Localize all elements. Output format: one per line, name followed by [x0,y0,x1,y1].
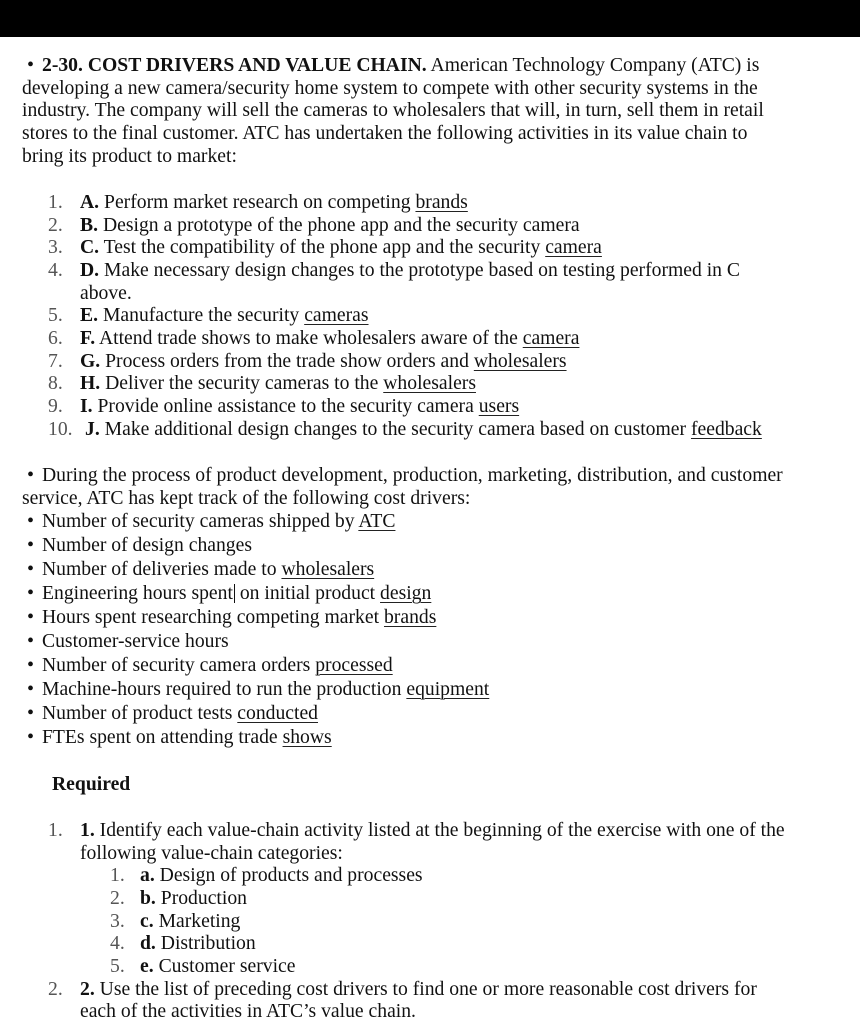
activity-letter: E. [80,304,99,327]
underlined-word: camera [522,326,580,349]
bullet: • [27,510,35,532]
activity-number: 9. [48,394,63,417]
bullet: • [27,534,35,556]
category-label: e. [140,954,154,977]
category-number: 5. [110,954,125,977]
underlined-word: cameras [304,304,369,327]
activity-item-f [80,327,579,350]
category-text: Production [160,886,247,909]
activity-text: Design a prototype of the phone app and the security camera [102,213,580,236]
underlined-word: wholesalers [473,349,567,372]
underlined-word: brands [383,606,437,628]
cost-drivers-intro-line: service, ATC has kept track of the following cost drivers: [22,486,471,509]
activity-letter: J. [85,417,100,440]
bullet: • [27,630,35,652]
category-item [140,864,423,887]
underlined-word: ATC [358,510,396,532]
required-item-1 [80,819,785,842]
cost-driver-text: FTEs spent on attending trade [42,726,278,748]
cost-driver-text: Hours spent researching competing market [42,606,380,628]
activity-text: Deliver the security cameras to the [105,372,379,395]
underlined-word: processed [315,654,393,676]
bullet: • [27,464,35,486]
activity-letter: B. [80,213,99,236]
activity-letter: G. [80,349,101,372]
cost-driver-item [42,702,318,725]
activity-letter: D. [80,258,100,281]
activity-text: Manufacture the security [102,304,300,327]
activity-number: 2. [48,213,63,236]
required-text: Use the list of preceding cost drivers to find one or more reasonable cost drivers for [99,977,757,1000]
category-number: 4. [110,932,125,955]
activity-item-i [80,395,519,418]
category-number: 3. [110,909,125,932]
activity-letter: H. [80,372,101,395]
category-text: Customer service [158,954,296,977]
problem-intro-line: developing a new camera/security home system to compete with other security systems in the [22,76,758,99]
required-number: 1. [48,819,63,841]
problem-intro-text: American Technology Company (ATC) is [430,54,760,76]
activity-text: Attend trade shows to make wholesalers aware of the [98,326,518,349]
required-number: 2. [48,977,63,1000]
activity-item-g [80,350,567,373]
underlined-word: design [380,582,432,604]
underlined-word: feedback [690,417,762,440]
activity-number: 7. [48,349,63,372]
bullet: • [27,606,35,628]
underlined-word: brands [415,191,468,213]
cost-driver-text: Number of security camera orders [42,654,311,676]
activity-number: 6. [48,326,63,349]
required-label: 1. [80,819,95,841]
category-text: Marketing [158,909,241,932]
activity-item-j [85,418,762,441]
activity-number: 3. [48,236,63,259]
cost-driver-text: Number of product tests [42,702,233,724]
activity-number: 10. [48,417,73,440]
bullet: • [27,654,35,676]
required-item-2 [80,978,757,1001]
problem-title: 2-30. COST DRIVERS AND VALUE CHAIN. [42,54,427,76]
activity-item-e [80,304,369,327]
activity-item-b [80,214,580,237]
activity-continuation: above. [80,281,132,304]
cost-driver-item [42,726,332,749]
activity-number: 4. [48,258,63,281]
category-text: Design of products and processes [159,864,423,887]
activity-letter: F. [80,326,96,349]
category-label: d. [140,932,156,955]
problem-intro-line: stores to the final customer. ATC has undertaken the following activities in its value chain to [22,122,748,145]
problem-intro-line: bring its product to market: [22,144,237,167]
underlined-word: wholesalers [281,558,375,580]
required-text: Identify each value-chain activity listed at the beginning of the exercise with one of the [99,819,785,841]
activity-letter: C. [80,236,100,259]
activity-text: Provide online assistance to the security camera [97,394,474,417]
category-item [140,932,256,955]
activity-text: Perform market research on competing [104,191,411,213]
bullet: • [27,558,35,580]
activity-text: Test the compatibility of the phone app and the security [103,236,541,259]
underlined-word: wholesalers [383,372,476,395]
cost-driver-item: Customer-service hours [42,630,229,652]
cost-driver-item [42,558,374,581]
required-text-continuation: following value-chain categories: [80,841,343,864]
activity-letter: I. [80,394,93,417]
activity-number: 1. [48,191,63,213]
cost-driver-text: Machine-hours required to run the production [42,678,402,700]
problem-intro-line: industry. The company will sell the cameras to wholesalers that will, in turn, sell them in retail [22,99,764,122]
required-label: 2. [80,977,95,1000]
category-item [140,955,295,978]
category-item [140,887,247,910]
category-number: 2. [110,886,125,909]
cost-driver-text: Engineering hours spent [42,582,233,604]
underlined-word: shows [282,726,332,748]
activity-number: 5. [48,304,63,327]
bullet: • [27,54,35,76]
activity-item-a [80,191,468,214]
text-cursor [234,584,235,603]
activity-text: Make necessary design changes to the prototype based on testing performed in C [104,258,740,281]
activity-text: Make additional design changes to the security camera based on customer [104,417,687,440]
activity-item-h [80,372,476,395]
cost-driver-item [42,606,436,629]
activity-item-c [80,236,602,259]
bullet: • [27,726,35,748]
cost-driver-item [42,678,489,701]
cost-driver-item [42,654,393,677]
cost-driver-item: Number of design changes [42,534,252,556]
activity-item-d [80,259,740,282]
category-label: c. [140,909,154,932]
activity-letter: A. [80,191,100,213]
bullet: • [27,702,35,724]
activity-text: Process orders from the trade show orders and [105,349,469,372]
category-label: a. [140,864,155,887]
cost-driver-item [42,510,395,533]
cost-driver-text: Number of security cameras shipped by [42,510,355,532]
top-black-bar [0,0,860,37]
activity-number: 8. [48,372,63,395]
category-label: b. [140,886,156,909]
cost-driver-text: Number of deliveries made to [42,558,277,580]
required-heading: Required [52,773,131,795]
bullet: • [27,678,35,700]
category-item [140,910,240,933]
underlined-word: equipment [406,678,490,700]
category-number: 1. [110,864,125,887]
underlined-word: conducted [237,702,319,724]
required-text-continuation: each of the activities in ATC’s value chain. [80,1000,416,1023]
problem-first-line [42,54,759,77]
underlined-word: users [478,394,520,417]
cost-driver-item [42,582,431,605]
bullet: • [27,582,35,604]
cost-driver-text: on initial product [239,582,376,604]
category-text: Distribution [160,932,256,955]
underlined-word: camera [545,236,602,259]
cost-drivers-intro-line: During the process of product development, production, marketing, distribution, and customer [42,464,783,486]
